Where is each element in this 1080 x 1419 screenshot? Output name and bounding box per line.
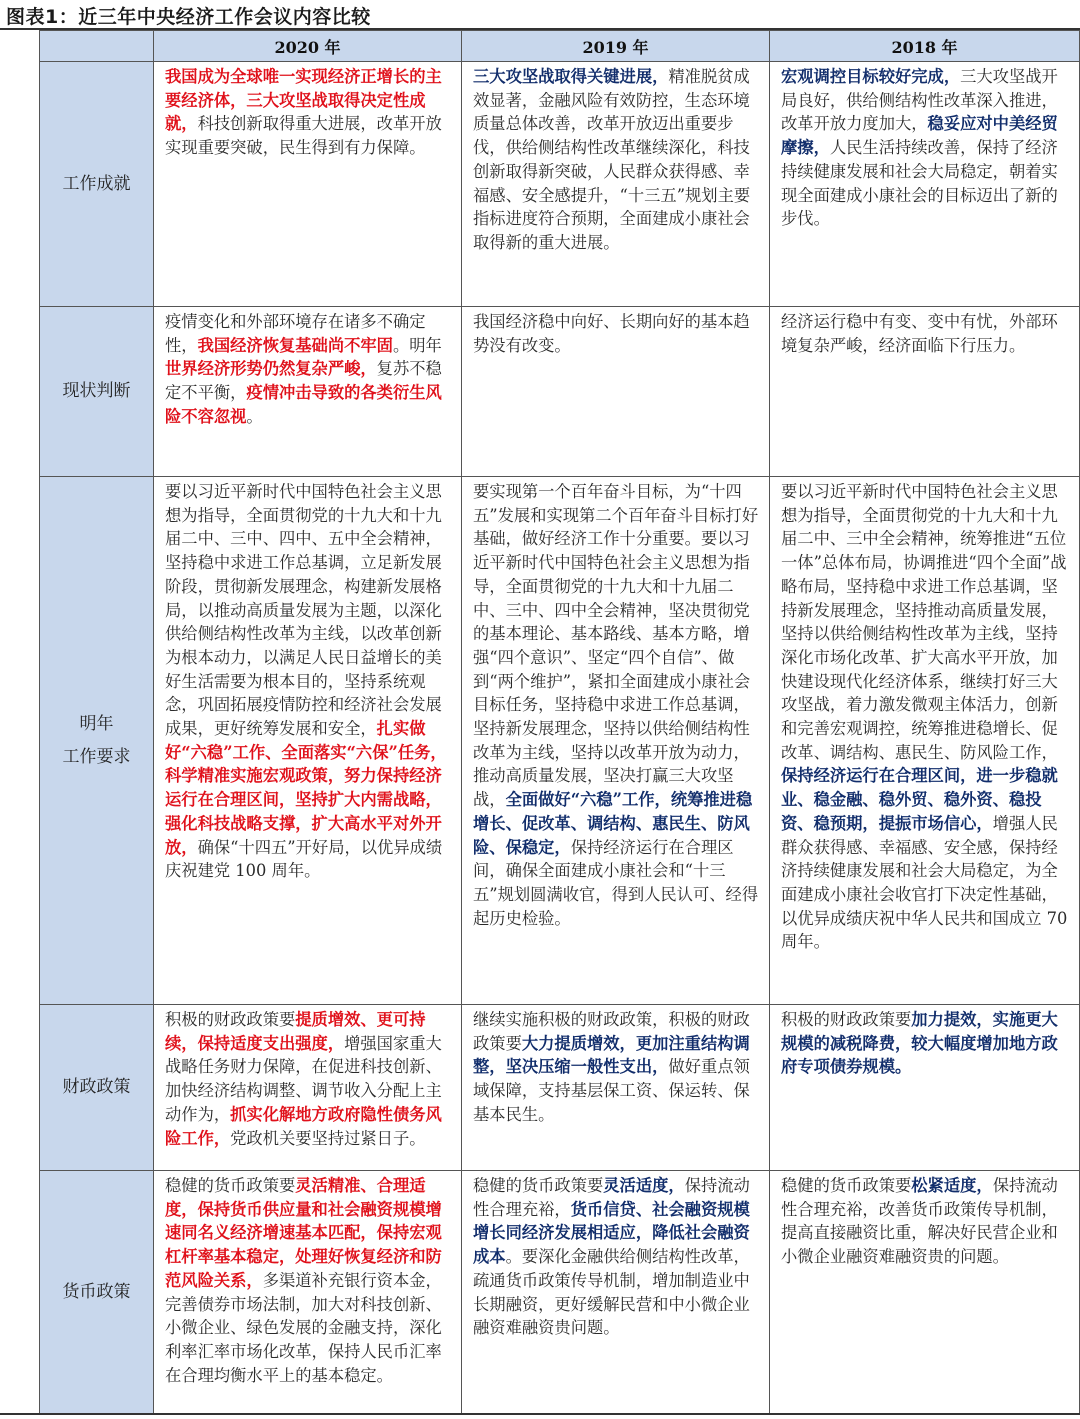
cell-requirements-2019 — [462, 477, 770, 1005]
highlighted-text: 我国经济恢复基础尚不牢固 — [197, 335, 393, 355]
highlighted-text: 货币信贷、社会融资规模增长同经济发展相适应，降低社会融资成本 — [473, 1199, 750, 1267]
row-achievements — [40, 62, 1080, 307]
row-assessment — [40, 307, 1080, 477]
highlighted-text: 疫情冲击导致的各类衍生风险不容忽视 — [165, 383, 442, 426]
cell-text: 稳健的货币政策要 — [165, 1176, 296, 1195]
cell-text: 党政机关要坚持过紧日子。 — [230, 1128, 426, 1148]
cell-text: 保持流动性合理充裕， — [473, 1176, 750, 1219]
highlighted-text: 大力提质增效，更加注重结构调整，坚决压缩一般性支出， — [473, 1033, 750, 1077]
column-header-2019: 2019 年 — [462, 31, 770, 62]
cell-requirements-2018 — [770, 477, 1080, 1005]
row-label-line-2: 工作要求 — [62, 746, 131, 767]
cell-text: 复苏不稳定不平衡， — [165, 359, 442, 403]
highlighted-text: 灵活适度， — [603, 1176, 685, 1195]
column-header-2020: 2020 年 — [154, 31, 462, 62]
cell-text: 精准脱贫成效显著，金融风险有效防控，生态环境质量总体改善，改革开放迈出重要步伐，供给侧结构性改革继续深化，科技创新取得新突破，人民群众获得感、幸福感、安全感提升，“十三五”规划主要指标进度符合预期，全面建成小康社会取得新的重大进展。 — [473, 67, 751, 252]
highlighted-text: 扎实做好“六稳”工作、全面落实“六保”任务，科学精准实施宏观政策，努力保持经济运行在合理区间，坚持扩大内需战略，强化科技战略支撑，扩大高水平对外开放， — [165, 719, 447, 857]
highlighted-text: 我国成为全球唯一实现经济正增长的主要经济体，三大攻坚战取得决定性成就， — [165, 67, 442, 134]
cell-requirements-2020 — [154, 477, 462, 1005]
cell-monetary-2019 — [462, 1171, 770, 1414]
row-label-monetary-policy: 货币政策 — [40, 1171, 154, 1414]
cell-text: 增强国家重大战略任务财力保障，在促进科技创新、加快经济结构调整、调节收入分配上主动作为， — [165, 1033, 442, 1124]
cell-text: 增强人民群众获得感、幸福感、安全感，保持经济持续健康发展和社会大局稳定，为全面建成小康社会收官打下决定性基础，以优异成绩庆祝中华人民共和国成立 70 周年。 — [781, 813, 1068, 952]
cell-fiscal-2018 — [770, 1005, 1080, 1171]
cell-text: 三大攻坚战开局良好，供给侧结构性改革深入推进，改革开放力度加大， — [781, 67, 1058, 134]
cell-text: 经济运行稳中有变、变中有忧，外部环境复杂严峻，经济面临下行压力。 — [781, 312, 1058, 355]
cell-text: 继续实施积极的财政政策，积极的财政政策要 — [473, 1010, 750, 1053]
cell-assessment-2020 — [154, 307, 462, 477]
highlighted-text: 加力提效，实施更大规模的减税降费，较大幅度增加地方政府专项债券规模。 — [781, 1010, 1058, 1077]
row-label-line-1: 明年 — [79, 713, 114, 734]
highlighted-text: 抓实化解地方政府隐性债务风险工作， — [165, 1104, 442, 1148]
cell-text: 稳健的货币政策要 — [781, 1176, 912, 1195]
cell-achievements-2019 — [462, 62, 770, 307]
cell-text: 要以习近平新时代中国特色社会主义思想为指导，全面贯彻党的十九大和十九届二中、三中、四中、五中全会精神，坚持稳中求进工作总基调，立足新发展阶段，贯彻新发展理念，构建新发展格局，以推动高质量发展为主题，以深化供给侧结构性改革为主线，以改革创新为根本动力，以满足人民日益增长的美好生活需要为根本目的，坚持系统观念，巩固拓展疫情防控和经济社会发展成果，更好统筹发展和安全， — [165, 482, 442, 739]
row-next-year-requirements — [40, 477, 1080, 1005]
cell-fiscal-2020 — [154, 1005, 462, 1171]
cell-achievements-2018 — [770, 62, 1080, 307]
column-header-2018: 2018 年 — [770, 31, 1080, 62]
cell-text: 稳健的货币政策要 — [473, 1176, 604, 1195]
highlighted-text: 保持经济运行在合理区间，进一步稳就业、稳金融、稳外贸、稳外资、稳投资、稳预期，提振市场信心， — [781, 766, 1058, 833]
cell-text: 积极的财政政策要 — [781, 1010, 912, 1029]
cell-text: 。要深化金融供给侧结构性改革，疏通货币政策传导机制，增加制造业中长期融资，更好缓解民营和中小微企业融资难融资贵问题。 — [473, 1247, 750, 1338]
cell-text: 疫情变化和外部环境存在诸多不确定性， — [165, 312, 426, 355]
cell-text: 。 — [246, 406, 263, 426]
highlighted-text: 全面做好“六稳”工作，统筹推进稳增长、促改革、调结构、惠民生、防风险、保稳定， — [473, 790, 753, 857]
highlighted-text: 宏观调控目标较好完成， — [781, 67, 961, 86]
cell-fiscal-2019 — [462, 1005, 770, 1171]
cell-text: 保持流动性合理充裕，改善货币政策传导机制，提高直接融资比重，解决好民营企业和小微企业融资难融资贵的问题。 — [781, 1176, 1058, 1267]
cell-text: 。明年 — [392, 335, 442, 355]
cell-monetary-2018 — [770, 1171, 1080, 1414]
row-label-assessment: 现状判断 — [40, 307, 154, 477]
highlighted-text: 灵活精准、合理适度，保持货币供应量和社会融资规模增速同名义经济增速基本匹配，保持宏观杠杆率基本稳定，处理好恢复经济和防范风险关系， — [165, 1176, 442, 1290]
row-label-next-year-requirements — [40, 477, 154, 1005]
cell-assessment-2018 — [770, 307, 1080, 477]
cell-text: 人民生活持续改善，保持了经济持续健康发展和社会大局稳定，朝着实现全面建成小康社会的目标迈出了新的步伐。 — [781, 138, 1058, 229]
highlighted-text: 世界经济形势仍然复杂严峻， — [165, 359, 377, 379]
header-row — [40, 31, 1080, 62]
cell-text: 要以习近平新时代中国特色社会主义思想为指导，全面贯彻党的十九大和十九届二中、三中全会精神，统筹推进“五位一体”总体布局，协调推进“四个全面”战略布局，坚持稳中求进工作总基调，坚持新发展理念，坚持推动高质量发展，坚持以供给侧结构性改革为主线，坚持深化市场化改革、扩大高水平开放，加快建设现代化经济体系，继续打好三大攻坚战，着力激发微观主体活力，创新和完善宏观调控，统筹推进稳增长、促改革、调结构、惠民生、防风险工作， — [781, 482, 1067, 762]
highlighted-text: 稳妥应对中美经贸摩擦， — [781, 114, 1058, 158]
highlighted-text: 三大攻坚战取得关键进展， — [473, 67, 669, 86]
row-label-achievements: 工作成就 — [40, 62, 154, 307]
row-fiscal-policy — [40, 1005, 1080, 1171]
bottom-divider — [0, 1413, 1080, 1415]
cell-assessment-2019 — [462, 307, 770, 477]
cell-text: 做好重点领域保障，支持基层保工资、保运转、保基本民生。 — [473, 1057, 750, 1124]
comparison-table-wrapper — [39, 30, 1079, 1414]
cell-text: 要实现第一个百年奋斗目标，为“十四五”发展和实现第二个百年奋斗目标打好基础，做好经济工作十分重要。要以习近平新时代中国特色社会主义思想为指导，全面贯彻党的十九大和十九届二中、三中、四中全会精神，坚决贯彻党的基本理论、基本路线、基本方略，增强“四个意识”、坚定“四个自信”、做到“两个维护”，紧扣全面建成小康社会目标任务，坚持稳中求进工作总基调，坚持新发展理念，坚持以供给侧结构性改革为主线，坚持以改革开放为动力，推动高质量发展，坚决打赢三大攻坚战， — [473, 482, 759, 810]
highlighted-text: 提质增效、更可持续，保持适度支出强度， — [165, 1010, 426, 1053]
row-label-fiscal-policy: 财政政策 — [40, 1005, 154, 1171]
row-monetary-policy — [40, 1171, 1080, 1414]
header-corner — [40, 31, 154, 62]
cell-text: 积极的财政政策要 — [165, 1010, 296, 1029]
cell-achievements-2020 — [154, 62, 462, 307]
comparison-table — [39, 30, 1080, 1414]
cell-text: 确保“十四五”开好局，以优异成绩庆祝建党 100 周年。 — [165, 837, 443, 881]
cell-text: 我国经济稳中向好、长期向好的基本趋势没有改变。 — [473, 312, 750, 355]
cell-text: 多渠道补充银行资本金，完善债券市场法制，加大对科技创新、小微企业、绿色发展的金融支持，深化利率汇率市场化改革，保持人民币汇率在合理均衡水平上的基本稳定。 — [165, 1270, 442, 1385]
figure-title: 图表1：近三年中央经济工作会议内容比较 — [6, 6, 371, 28]
cell-text: 保持经济运行在合理区间，确保全面建成小康社会和“十三五”规划圆满收官，得到人民认可、经得起历史检验。 — [473, 837, 759, 928]
cell-text: 科技创新取得重大进展，改革开放实现重要突破，民生得到有力保障。 — [165, 114, 442, 158]
highlighted-text: 松紧适度， — [911, 1176, 993, 1195]
cell-monetary-2020 — [154, 1171, 462, 1414]
